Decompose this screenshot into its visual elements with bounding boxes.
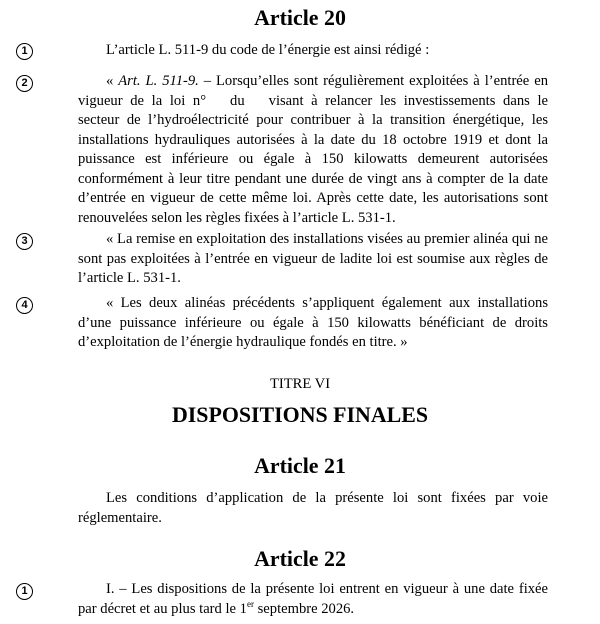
article-20-paragraph-1: L’article L. 511-9 du code de l’énergie est ainsi rédigé :: [106, 42, 430, 58]
article-22-text-b: septembre 2026.: [253, 600, 355, 617]
article-22-heading: Article 22: [254, 546, 346, 571]
article-21-heading: Article 21: [254, 453, 346, 478]
paragraph-number-4: 4: [16, 297, 33, 314]
titre-number: TITRE VI: [269, 376, 331, 392]
article-21-paragraph-1: Les conditions d’application de la présente loi sont fixées par voie réglementaire.: [78, 490, 548, 526]
quote-open: «: [106, 73, 119, 89]
article-20-paragraph-4: « Les deux alinéas précédents s’appliquent également aux installations d’une puissance inférieure ou égale à 150 kilowatts bénéficiant de droits d’exploitation de l’énergie hydraulique fondés en titre. »: [78, 295, 548, 350]
ordinal-superscript: er: [246, 598, 254, 609]
paragraph-number-2: 2: [16, 75, 33, 92]
paragraph-2-text-c: visant à relancer les investissements dans le secteur de l’hydroélectricité pour contribuer à la transition énergétique, les installations hydrauliques autorisées à la date du 18 octobre 1919 et dont la puissance est inférieure ou égale à 150 kilowatts demeurent autorisées conformément à leur titre pendant une durée de vingt ans à compter de la date d’entrée en vigueur de cette même loi. Après cette date, les autorisations sont renouvelées selon les règles fixées à l’article L. 531-1.: [78, 92, 548, 226]
titre-name: DISPOSITIONS FINALES: [171, 402, 429, 427]
article-22-text-a: I. – Les dispositions de la présente loi entrent en vigueur à une date fixée par décret et au plus tard le 1: [78, 581, 548, 617]
article-20-paragraph-3: « La remise en exploitation des installations visées au premier alinéa qui ne sont pas exploitées à l’entrée en vigueur de ladite loi est soumise aux règles de l’article L. 531-1.: [78, 231, 548, 286]
article-20-heading: Article 20: [254, 5, 346, 30]
article-20-paragraph-2: [78, 72, 548, 228]
article-22-paragraph-1: [78, 580, 548, 619]
paragraph-number-1: 1: [16, 43, 33, 60]
paragraph-number-3: 3: [16, 233, 33, 250]
article-reference: Art. L. 511-9.: [118, 73, 199, 89]
paragraph-number-1-art22: 1: [16, 583, 33, 600]
paragraph-2-text-b: du: [230, 92, 245, 109]
paragraph-2-text-a: – Lorsqu’elles sont régulièrement exploitées à l’entrée en vigueur de la loi n°: [78, 73, 548, 109]
